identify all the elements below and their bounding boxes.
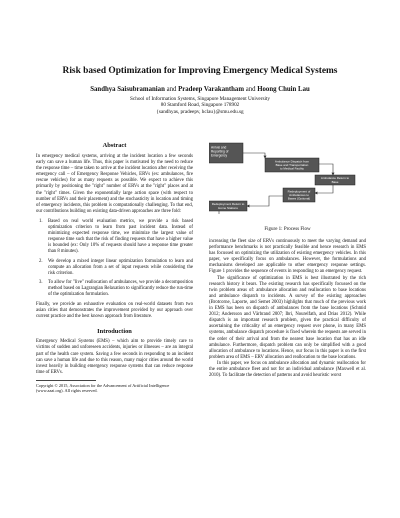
paragraph: The significance of optimization in EMS is best illustrated by the rich research history it bears. The existing research has specifically focussed on the twin problem areas of: ambulance allocation and reallocation to base locations and ambulance dispatch to incidents. A survey of the existing approaches (Brotcorne, Laporte, and Semet 2003) highlights that much of the previous work in EMS has been on dispatch of ambulances from the base locations (Schmid 2012; Andersson and Värbrand 2007; Ibri, Nourelfath, and Drias 2012). While dispatch is an important research problem, given the practical difficulty of ascertaining the criticality of an emergency request over phone, in many EMS systems, ambulance dispatch procedure is fixed wherein the requests are served in the order of their arrival and from the nearest base location that has an idle ambulance. Furthermore, dispatch problem can only be simplified with a good allocation of ambulance to locations. Hence, our focus in this paper is on the first problem area of EMS – ERV allocation and reallocation to the base locations. [209, 275, 366, 360]
svg-text:Redeployment of: Redeployment of [287, 189, 311, 194]
flow-box-emergency [209, 143, 243, 163]
list-number: 1. [39, 218, 43, 224]
list-text: To allow for "live" reallocation of ambulances, we provide a decomposition method based on Lagrangian Relaxation to significantly reduce the run-time of the optimization formulation. [48, 279, 193, 297]
list-text: We develop a mixed integer linear optimization formulation to learn and compute an allocation from a set of input requests while considering the risk criterion. [48, 258, 193, 276]
flow-box-return [315, 175, 355, 185]
flow-box-redeployment [283, 188, 315, 202]
list-text: Based on real world evaluation metrics, we provide a risk based optimization criterion to learn from past incident data. Instead of minimizing expected response time, we minimize the largest value of response time such that the risk of finding requests that have a higher value is bounded (ex: Only 10% of requests should have a response time greater than 8 minutes). [48, 218, 193, 255]
author-name: Hoong Chuin Lau [257, 86, 310, 93]
svg-text:Emergency: Emergency [211, 153, 228, 158]
svg-text:Ambulance Return to: Ambulance Return to [320, 176, 350, 180]
flow-arrow [247, 196, 283, 206]
flow-box-home-return [209, 201, 247, 211]
right-column [209, 142, 366, 379]
paper-title: Risk based Optimization for Improving Emergency Medical Systems [62, 66, 338, 76]
svg-text:Reporting of: Reporting of [211, 149, 229, 154]
author-name: Sandhya Saisubramanian [90, 86, 165, 93]
abstract-intro: In emergency medical systems, arriving at the incident location a few seconds early can save a human life. Thus, this paper is motivated by the need to reduce the response time – time taken to arrive at the incident location after receiving the emergency call – of Emergency Response Vehicles, ERVs (ex: ambulances, fire rescue vehicles) for as many requests as possible. We expect to achieve this primarily by positioning the "right" number of ERVs at the "right" places and at the "right" times. Given the exponentially large action space (with respect to number of ERVs and their placement) and the stochasticity in location and timing of emergency incidents, this problem is computationally challenging. To that end, our contributions building on existing data-driven approaches are three fold: [36, 154, 193, 214]
affiliation-email: {sandhyas, pradeepv, hclau}@smu.edu.sg [156, 108, 244, 115]
contribution-list [36, 219, 193, 298]
svg-text:Base and Transportation: Base and Transportation [275, 162, 309, 167]
author-separator: and [166, 86, 177, 93]
left-column [36, 142, 193, 394]
svg-text:to Medical Facility: to Medical Facility [280, 166, 304, 171]
flow-box-dispatch [265, 158, 319, 172]
svg-text:Redeployment Return to: Redeployment Return to [211, 202, 245, 206]
abstract-closing: Finally, we provide an exhaustive evaluation on real-world datasets from two asian cities that demonstrates the improvement provided by our approach over current practice and the best known approach from literature. [36, 302, 193, 320]
paragraph: In this paper, we focus on ambulance allocation and dynamic reallocation for the entire ambulance fleet and not for an individual ambulance (Maxwell et al. 2010). To facilitate the detection of patterns and avoid heuristic worst [209, 360, 366, 379]
author-separator: and [245, 86, 256, 93]
process-flow-diagram [209, 142, 366, 237]
affiliation [20, 96, 380, 115]
svg-text:Ambulances to: Ambulances to [289, 192, 309, 197]
svg-text:Base: Base [331, 179, 339, 184]
author-list [20, 86, 380, 94]
copyright-footnote: Copyright © 2015, Association for the Advancement of Artificial Intelligence (www.aaai.org). All rights reserved. [36, 382, 170, 394]
list-item [36, 259, 193, 277]
list-item [36, 219, 193, 256]
list-item [36, 280, 193, 298]
footnote-divider [36, 380, 96, 381]
introduction-body [36, 339, 193, 376]
svg-text:Bases (Optional): Bases (Optional) [287, 196, 311, 201]
right-body [209, 239, 366, 379]
paragraph: Emergency Medical Systems (EMS) – which aim to provide timely care to victims of sudden and unforeseen accidents, injuries or illnesses – are an integral part of the health care system. Saving a few seconds in responding to an incident can save a human life and due to this reason, many major cities around the world invest heavily in building emergency response systems that can reduce response time of ERVs. [36, 339, 193, 375]
flow-arrow [319, 164, 333, 175]
flow-arrow [243, 153, 265, 158]
abstract-heading: Abstract [102, 142, 127, 149]
process-flow-figure [209, 142, 366, 237]
affiliation-line: 80 Stamford Road, Singapore 178902 [160, 102, 240, 109]
introduction-heading: Introduction [97, 328, 132, 336]
svg-text:Arrival and: Arrival and [211, 145, 227, 150]
svg-text:Home Stations: Home Stations [218, 205, 238, 210]
list-number: 3. [39, 279, 43, 285]
affiliation-line: School of Information Systems, Singapore Management University [130, 96, 270, 102]
figure-caption: Figure 1: Process Flow [264, 227, 311, 232]
flow-arrow [315, 185, 333, 193]
svg-text:Ambulance Dispatch from: Ambulance Dispatch from [274, 159, 310, 164]
list-number: 2. [39, 258, 43, 264]
abstract-body [36, 154, 193, 320]
paragraph: increasing the fleet size of ERVs continuously to meet the varying demand and performance benchmarks is not practically feasible and hence research in EMS has focussed on optimizing the utilization of existing emergency vehicles. In this paper, we specifically focus on ambulances. However, the formulations and mechanisms developed are applicable to other emergency response settings. Figure 1 provides the sequence of events in responding to an emergency request. [209, 239, 366, 275]
author-name: Pradeep Varakantham [178, 86, 244, 93]
